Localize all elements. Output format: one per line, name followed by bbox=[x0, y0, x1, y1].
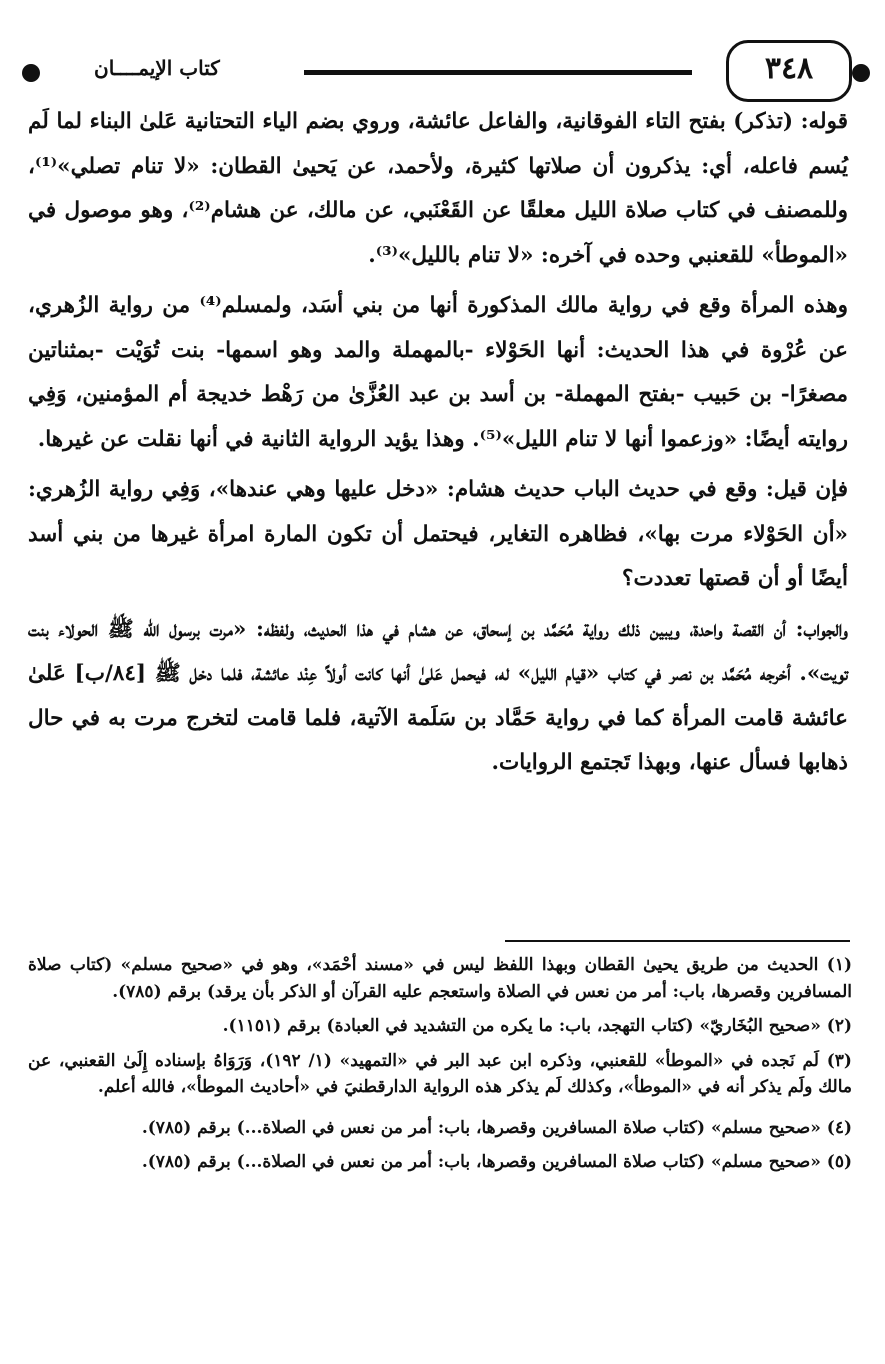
footnote: (١) الحديث من طريق يحيىٰ القطان وبهذا اللفظ ليس في «مسند أحْمَد»، وهو في «صحيح مسلم» (كتاب صلاة المسافرين وقصرها، باب: أمر من نعس في الصلاة واستعجم عليه القرآن أو الذكر بأن يرقد) برقم (٧٨٥). bbox=[28, 955, 852, 1002]
footnote: (٤) «صحيح مسلم» (كتاب صلاة المسافرين وقصرها، باب: أمر من نعس في الصلاة...) برقم (٧٨٥). bbox=[141, 1117, 852, 1138]
main-text bbox=[28, 100, 848, 792]
paragraph: قوله: (تذكر) بفتح التاء الفوقانية، والفاعل عائشة، وروي بضم الياء التحتانية عَلىٰ البناء لما لَم يُسم فاعله، أي: يذكرون أن صلاتها كثيرة، ولأحمد، عن يَحيىٰ القطان: «لا تنام تصلي»⁽¹⁾، وللمصنف في كتاب صلاة الليل معلقًا عن القَعْنَبي، عن مالك، عن هشام⁽²⁾، وهو موصول في «الموطأ» للقعنبي وحده في آخره: «لا تنام بالليل»⁽³⁾. bbox=[28, 109, 848, 268]
ornament-dot-icon bbox=[22, 64, 40, 82]
book-title: كتاب الإيمــــان bbox=[94, 56, 220, 80]
footnotes bbox=[28, 952, 852, 1184]
header-rule bbox=[304, 70, 692, 75]
footnote: (٢) «صحيح البُخَاريّ» (كتاب التهجد، باب: ما يكره من التشديد في العبادة) برقم (١١٥١). bbox=[222, 1016, 852, 1036]
paragraph: والجواب: أن القصة واحدة، ويبين ذلك رواية مُحَمَّد بن إسحاق، عن هشام في هذا الحديث، ولفظه: «مرت برسول الله ﷺ الحولاء بنت تويت». أخرجه مُحَمَّد بن نصر في كتاب «قيام الليل» له، فيحمل عَلىٰ أنها كانت أولاً عِنْد عائشة، فلما دخل ﷺ [٨٤/ب] عَلىٰ عائشة قامت المرأة كما في رواية حَمَّاد بن سَلَمة الآتية، فلما قامت لتخرج مرت به في حال ذهابها فسأل عنها، وبهذا تَجتمع الروايات. bbox=[28, 616, 848, 775]
ornament-dot-icon bbox=[852, 64, 870, 82]
paragraph: فإن قيل: وقع في حديث الباب حديث هشام: «دخل عليها وهي عندها»، وَفِي رواية الزُهري: «أن الحَوْلاء مرت بها»، فظاهره التغاير، فيحتمل أن تكون المارة امرأة غيرها من بني أسد أيضًا أو أن قصتها تعددت؟ bbox=[28, 477, 848, 591]
paragraph: وهذه المرأة وقع في رواية مالك المذكورة أنها من بني أسَد، ولمسلم⁽⁴⁾ من رواية الزُهري، عن عُرْوة في هذا الحديث: أنها الحَوْلاء -بالمهملة والمد وهو اسمها- بنت تُوَيْت -بمثناتين مصغرًا- بن حَبيب -بفتح المهملة- بن أسد بن عبد العُزَّىٰ من رَهْط خديجة أم المؤمنين، وَفِي روايته أيضًا: «وزعموا أنها لا تنام الليل»⁽⁵⁾. وهذا يؤيد الرواية الثانية في أنها نقلت عن غيرها. bbox=[28, 293, 848, 452]
footnote-separator bbox=[505, 940, 850, 942]
page-number: ٣٤٨ bbox=[726, 40, 852, 102]
footnote: (٣) لَم نَجده في «الموطأ» للقعنبي، وذكره ابن عبد البر في «التمهيد» (١/ ١٩٢)، وَرَوَاهُ بإسناده إِلَىٰ القعنبي، عن مالك ولَم يذكر أنه في «الموطأ»، وكذلك لَم يذكر هذه الرواية الدارقطنيَ في «أحاديث الموطأ»، فالله أعلم. bbox=[28, 1050, 852, 1097]
footnote: (٥) «صحيح مسلم» (كتاب صلاة المسافرين وقصرها، باب: أمر من نعس في الصلاة...) برقم (٧٨٥). bbox=[141, 1152, 852, 1172]
page-header bbox=[14, 40, 872, 100]
